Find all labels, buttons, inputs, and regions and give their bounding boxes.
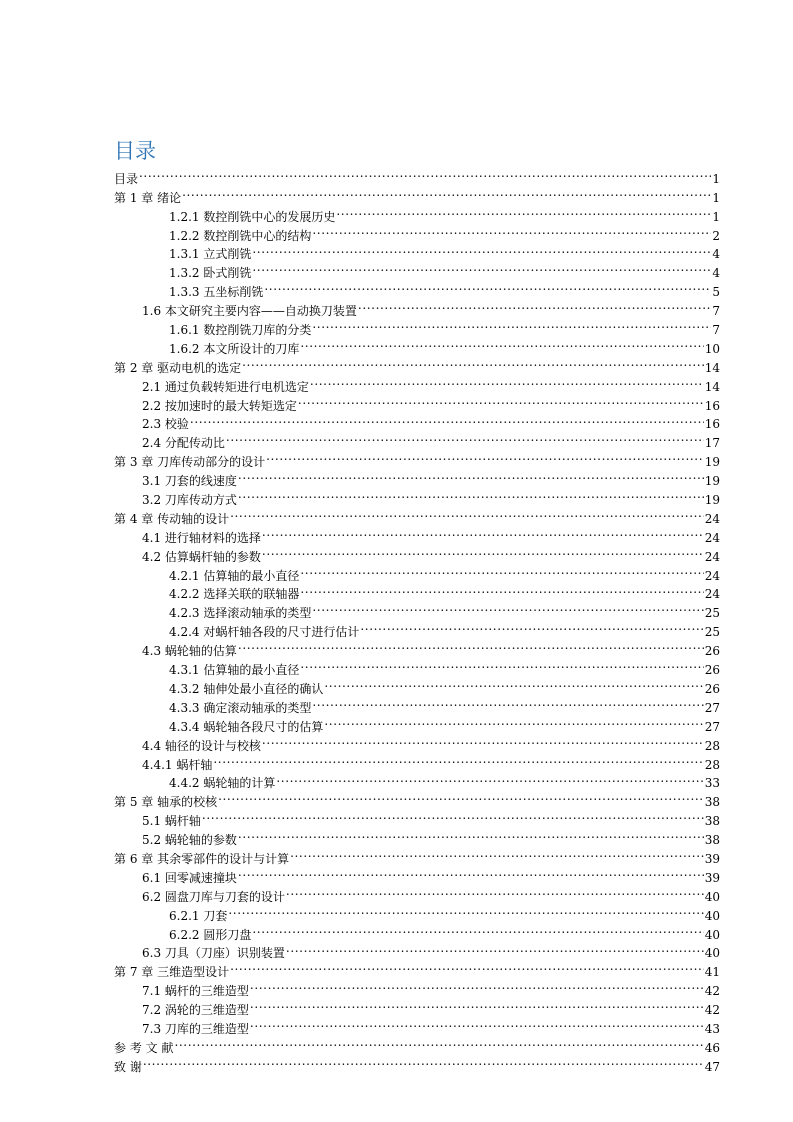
dot-leader	[300, 561, 703, 580]
toc-entry-title: 1.2.1 数控削铣中心的发展历史	[169, 209, 336, 224]
toc-entry-page-number: 1	[712, 171, 720, 186]
toc-entry-title: 4.3.1 估算轴的最小直径	[169, 663, 300, 678]
dot-leader	[252, 240, 711, 259]
dot-leader	[230, 957, 704, 976]
toc-entry-title: 6.2.2 圆形刀盘	[169, 927, 252, 942]
toc-entry-page-number: 46	[704, 1040, 720, 1055]
toc-entry-title: 3.1 刀套的线速度	[142, 474, 237, 489]
toc-entry-page-number: 28	[704, 738, 720, 753]
dot-leader	[312, 693, 703, 712]
dot-leader	[264, 277, 711, 296]
toc-entry-page-number: 16	[704, 398, 720, 413]
toc-entry-page-number: 38	[704, 795, 720, 810]
toc-entry-title: 5.1 蜗杆轴	[142, 814, 201, 829]
dot-leader	[300, 334, 703, 353]
toc-entry-title: 6.1 回零减速撞块	[142, 870, 237, 885]
dot-leader	[250, 1014, 704, 1033]
dot-leader	[174, 1033, 703, 1052]
toc-entry-page-number: 41	[704, 965, 720, 980]
toc-entry-page-number: 28	[704, 757, 720, 772]
toc-entry-title: 6.2 圆盘刀库与刀套的设计	[142, 889, 285, 904]
toc-entry-title: 第 6 章 其余零部件的设计与计算	[114, 851, 290, 866]
toc-entry-title: 1.3.2 卧式削铣	[169, 266, 252, 281]
dot-leader	[230, 504, 704, 523]
dot-leader	[300, 580, 703, 599]
toc-entry[interactable]	[114, 825, 720, 848]
dot-leader	[276, 769, 703, 788]
toc-entry-title: 3.2 刀库传动方式	[142, 493, 237, 508]
dot-leader	[226, 428, 704, 447]
toc-entry-title: 2.3 校验	[142, 417, 189, 432]
toc-entry[interactable]	[114, 1033, 720, 1055]
toc-entry-page-number: 24	[704, 530, 720, 545]
toc-entry-title: 第 5 章 轴承的校核	[114, 795, 218, 810]
toc-list	[114, 164, 720, 1074]
toc-entry-page-number: 33	[704, 776, 720, 791]
toc-entry-title: 7.2 涡轮的三维造型	[142, 1003, 249, 1018]
dot-leader	[290, 844, 704, 863]
toc-entry-title: 目录	[114, 171, 139, 186]
dot-leader	[238, 466, 704, 485]
toc-entry-page-number: 38	[704, 814, 720, 829]
toc-entry-title: 1.6.1 数控削铣刀库的分类	[169, 323, 312, 338]
toc-entry-page-number: 24	[704, 568, 720, 583]
dot-leader	[266, 447, 704, 466]
toc-entry[interactable]	[114, 202, 720, 224]
dot-leader	[202, 806, 704, 825]
toc-entry-page-number: 27	[704, 700, 720, 715]
toc-entry-page-number: 10	[704, 341, 720, 356]
dot-leader	[310, 372, 704, 391]
toc-entry-page-number: 47	[704, 1059, 720, 1074]
toc-entry-title: 7.3 刀库的三维造型	[142, 1021, 249, 1036]
dot-leader	[143, 1052, 704, 1071]
toc-entry-page-number: 38	[704, 833, 720, 848]
toc-entry-title: 第 4 章 传动轴的设计	[114, 511, 230, 526]
dot-leader	[300, 655, 703, 674]
toc-entry[interactable]	[114, 183, 720, 205]
toc-entry-title: 5.2 蜗轮轴的参数	[142, 833, 237, 848]
dot-leader	[250, 976, 704, 995]
toc-entry-title: 4.4.1 蜗杆轴	[142, 757, 213, 772]
toc-entry-title: 4.3.2 轴伸处最小直径的确认	[169, 681, 324, 696]
dot-leader	[238, 825, 704, 844]
toc-entry-page-number: 26	[704, 681, 720, 696]
toc-entry-page-number: 39	[704, 851, 720, 866]
toc-entry-title: 第 2 章 驱动电机的选定	[114, 360, 242, 375]
dot-leader	[324, 712, 703, 731]
toc-entry-page-number: 19	[704, 474, 720, 489]
dot-leader	[298, 391, 704, 410]
toc-entry[interactable]	[114, 410, 720, 432]
toc-entry-page-number: 19	[704, 455, 720, 470]
dot-leader	[262, 542, 704, 561]
toc-entry-title: 4.3.3 确定滚动轴承的类型	[169, 700, 312, 715]
toc-entry-page-number: 1	[712, 209, 720, 224]
toc-entry-title: 参 考 文 献	[114, 1040, 174, 1055]
toc-entry-page-number: 40	[704, 908, 720, 923]
dot-leader	[242, 353, 704, 372]
toc-entry-page-number: 4	[712, 247, 720, 262]
toc-entry-page-number: 40	[704, 946, 720, 961]
toc-entry[interactable]	[114, 164, 720, 186]
toc-entry-page-number: 1	[712, 190, 720, 205]
dot-leader	[262, 523, 704, 542]
dot-leader	[312, 221, 711, 240]
toc-entry-page-number: 24	[704, 549, 720, 564]
toc-entry[interactable]	[114, 1052, 720, 1074]
toc-entry-page-number: 17	[704, 436, 720, 451]
toc-entry-page-number: 16	[704, 417, 720, 432]
toc-entry-title: 1.6.2 本文所设计的刀库	[169, 341, 300, 356]
toc-entry-page-number: 7	[712, 304, 720, 319]
toc-entry-page-number: 26	[704, 663, 720, 678]
toc-entry-title: 第 1 章 绪论	[114, 190, 182, 205]
toc-entry-title: 4.4 轴径的设计与校核	[142, 738, 261, 753]
toc-entry-title: 1.3.1 立式削铣	[169, 247, 252, 262]
toc-entry-title: 4.3.4 蜗轮轴各段尺寸的估算	[169, 719, 324, 734]
toc-entry-page-number: 39	[704, 870, 720, 885]
toc-entry-page-number: 24	[704, 587, 720, 602]
toc-entry-title: 1.6 本文研究主要内容——自动换刀装置	[142, 304, 357, 319]
dot-leader	[312, 598, 703, 617]
toc-entry-page-number: 2	[712, 228, 720, 243]
toc-entry-title: 4.2.1 估算轴的最小直径	[169, 568, 300, 583]
dot-leader	[238, 636, 704, 655]
dot-leader	[213, 750, 703, 769]
toc-entry-title: 6.2.1 刀套	[169, 908, 228, 923]
toc-entry-title: 2.1 通过负载转矩进行电机选定	[142, 379, 309, 394]
toc-entry-title: 4.2.2 选择关联的联轴器	[169, 587, 300, 602]
toc-entry-title: 4.3 蜗轮轴的估算	[142, 644, 237, 659]
toc-entry-title: 第 7 章 三维造型设计	[114, 965, 230, 980]
dot-leader	[182, 183, 711, 202]
toc-entry-title: 2.4 分配传动比	[142, 436, 225, 451]
toc-entry[interactable]	[114, 428, 720, 451]
dot-leader	[252, 258, 711, 277]
dot-leader	[218, 787, 704, 806]
toc-entry-page-number: 43	[704, 1021, 720, 1036]
toc-entry-title: 7.1 蜗杆的三维造型	[142, 984, 249, 999]
dot-leader	[228, 901, 703, 920]
toc-entry-title: 4.2.3 选择滚动轴承的类型	[169, 606, 312, 621]
dot-leader	[238, 863, 704, 882]
dot-leader	[238, 485, 704, 504]
toc-entry-page-number: 40	[704, 889, 720, 904]
toc-entry-page-number: 42	[704, 984, 720, 999]
toc-entry-title: 第 3 章 刀库传动部分的设计	[114, 455, 266, 470]
dot-leader	[286, 939, 704, 958]
toc-entry-title: 4.2 估算蜗杆轴的参数	[142, 549, 261, 564]
toc-entry[interactable]	[114, 806, 720, 829]
toc-entry-page-number: 14	[704, 360, 720, 375]
toc-entry-title: 4.4.2 蜗轮轴的计算	[169, 776, 276, 791]
toc-entry-page-number: 27	[704, 719, 720, 734]
toc-entry-page-number: 14	[704, 379, 720, 394]
toc-entry-title: 2.2 按加速时的最大转矩选定	[142, 398, 297, 413]
toc-entry-page-number: 5	[712, 285, 720, 300]
toc-entry-page-number: 7	[712, 323, 720, 338]
toc-entry-page-number: 40	[704, 927, 720, 942]
dot-leader	[324, 674, 703, 693]
toc-entry-page-number: 4	[712, 266, 720, 281]
dot-leader	[262, 731, 704, 750]
toc-entry-title: 4.2.4 对蜗杆轴各段的尺寸进行估计	[169, 625, 360, 640]
toc-entry-page-number: 26	[704, 644, 720, 659]
toc-entry-page-number: 25	[704, 606, 720, 621]
toc-entry-title: 1.2.2 数控削铣中心的结构	[169, 228, 312, 243]
dot-leader	[312, 315, 711, 334]
dot-leader	[286, 882, 704, 901]
dot-leader	[336, 202, 711, 221]
toc-entry-title: 6.3 刀具（刀座）识别装置	[142, 946, 285, 961]
toc-entry-title: 致 谢	[114, 1059, 142, 1074]
toc-entry-title: 1.3.3 五坐标削铣	[169, 285, 264, 300]
dot-leader	[139, 164, 711, 183]
toc-entry-page-number: 19	[704, 493, 720, 508]
toc-entry-page-number: 42	[704, 1003, 720, 1018]
toc-entry-page-number: 25	[704, 625, 720, 640]
toc-entry-page-number: 24	[704, 511, 720, 526]
toc-entry-title: 4.1 进行轴材料的选择	[142, 530, 261, 545]
page-title: 目录	[114, 139, 156, 163]
dot-leader	[252, 920, 703, 939]
dot-leader	[358, 296, 711, 315]
dot-leader	[190, 410, 704, 429]
dot-leader	[360, 617, 703, 636]
dot-leader	[250, 995, 704, 1014]
